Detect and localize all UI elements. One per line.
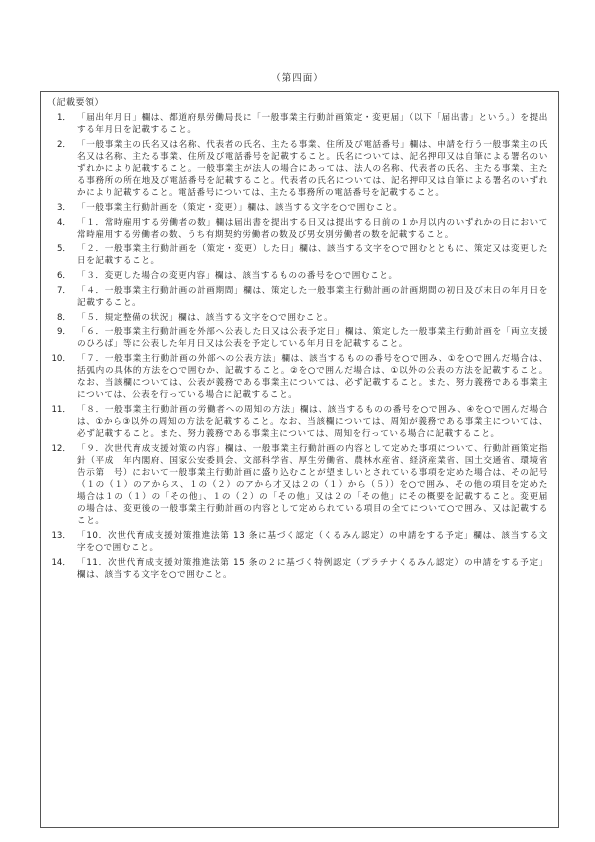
item-text: 「届出年月日」欄は、都道府県労働局長に「一般事業主行動計画策定・変更届」（以下「届出書」という。）を提出する年月日を記載すること。	[77, 113, 548, 136]
item-number: 8．	[56, 312, 71, 323]
item-text: 「一般事業主の氏名又は名称、代表者の氏名、主たる事業、住所及び電話番号」欄は、申請を行う一般事業主の氏名又は名称、主たる事業、住所及び電話番号を記載すること。氏名については、記名押印又は自筆による署名のいずれかにより記載すること。一般事業主が法人の場合にあっては、法人の名称、代表者の氏名、主たる事業、主たる事務所の所在地及び電話番号を記載すること。代表者の氏名については、記名押印又は自筆による署名のいずれかにより記載すること。電話番号については、主たる事務所の電話番号を記載すること。	[77, 139, 548, 199]
item-number: 2．	[56, 139, 71, 150]
item-text: 「８．一般事業主行動計画の労働者への周知の方法」欄は、該当するものの番号を○で囲み、④を○で囲んだ場合は、①から③以外の周知の方法を記載すること。なお、当該欄については、周知が義務である事業主については、必ず記載すること。また、努力義務である事業主については、周知を行っている場合に記載すること。	[77, 405, 548, 440]
item-number: 14．	[51, 557, 71, 568]
instruction-item	[47, 243, 548, 267]
instruction-item	[47, 443, 548, 528]
item-number: 5．	[56, 244, 71, 255]
item-number: 12．	[51, 443, 71, 454]
item-text: 「３．変更した場合の変更内容」欄は、該当するものの番号を○で囲むこと。	[77, 271, 398, 282]
instruction-item	[47, 112, 548, 136]
instruction-item	[47, 270, 548, 282]
page-title: （第四面）	[271, 73, 324, 84]
item-number: 3．	[56, 202, 71, 213]
item-text: 「11．次世代育成支援対策推進法第 15 条の２に基づく特例認定（プラチナくるみん認定）の申請をする予定」欄は、該当する文字を○で囲むこと。	[77, 557, 548, 580]
item-text: 「１．常時雇用する労働者の数」欄は届出書を提出する日又は提出する日前の１か月以内のいずれかの日において常時雇用する労働者の数、うち有期契約労働者の数及び男女別労働者の数を記載すること。	[77, 217, 548, 240]
item-text: 「７．一般事業主行動計画の外部への公表方法」欄は、該当するものの番号を○で囲み、①を○で囲んだ場合は、括弧内の具体的方法を○で囲むか、記載すること。②を○で囲んだ場合は、①以外の公表の方法を記載すること。なお、当該欄については、公表が義務である事業主については、必ず記載すること。また、努力義務である事業主については、公表を行っている場合に記載すること。	[77, 354, 548, 401]
item-text: 「一般事業主行動計画を（策定・変更）」欄は、該当する文字を○で囲むこと。	[77, 202, 403, 213]
item-number: 11．	[51, 405, 71, 415]
instruction-item	[47, 312, 548, 324]
item-text: 「６．一般事業主行動計画を外部へ公表した日又は公表予定日」欄は、策定した一般事業主行動計画を「両立支援のひろば」等に公表した年月日又は公表を予定している年月日を記載すること。	[77, 327, 548, 350]
instruction-item	[47, 285, 548, 309]
item-number: 13．	[51, 531, 71, 542]
item-text: 「10．次世代育成支援対策推進法第 13 条に基づく認定（くるみん認定）の申請をする予定」欄は、該当する文字を○で囲むこと。	[77, 531, 548, 554]
instruction-item	[47, 326, 548, 350]
instruction-item	[47, 353, 548, 401]
instruction-item	[47, 217, 548, 241]
item-number: 6．	[56, 271, 71, 282]
instruction-list	[47, 112, 548, 581]
item-number: 9．	[56, 327, 71, 338]
item-text: 「５．規定整備の状況」欄は、該当する文字を○で囲むこと。	[77, 312, 334, 323]
instruction-item	[47, 202, 548, 214]
item-text: 「４．一般事業主行動計画の計画期間」欄は、策定した一般事業主行動計画の計画期間の初日及び末日の年月日を記載すること。	[77, 285, 548, 308]
instructions-box	[40, 91, 559, 828]
item-number: 10．	[51, 354, 71, 365]
item-number: 7．	[56, 285, 71, 296]
section-heading: （記載要領）	[47, 98, 105, 108]
item-number: 4．	[56, 217, 71, 228]
item-text: 「９．次世代育成支援対策の内容」欄は、一般事業主行動計画の内容として定めた事項について、行動計画策定指針（平成 年内閣府、国家公安委員会、文部科学省、厚生労働省、農林水産省、経済産業省、国土交通省、環境省告示第 号）において一般事業主行動計画に盛り込むことが望ましいとされている事項を定めた場合は、その記号（１の（１）のアからス、１の（２）のアから才又は２の（１）から（５））を○で囲み、その他の項目を定めた場合は１の（１）の「その他」、１の（２）の「その他」又は２の「その他」にその概要を記載すること。変更届の場合は、変更後の一般事業主行動計画の内容として定められている項目の全てについて○で囲み、又は記載すること。	[77, 443, 548, 527]
instruction-item	[47, 530, 548, 554]
instruction-item	[47, 557, 548, 581]
item-number: 1．	[56, 113, 71, 123]
instruction-item	[47, 139, 548, 199]
item-text: 「２．一般事業主行動計画を（策定・変更）した日」欄は、該当する文字を○で囲むとともに、策定又は変更した日を記載すること。	[77, 244, 548, 267]
instruction-item	[47, 404, 548, 440]
